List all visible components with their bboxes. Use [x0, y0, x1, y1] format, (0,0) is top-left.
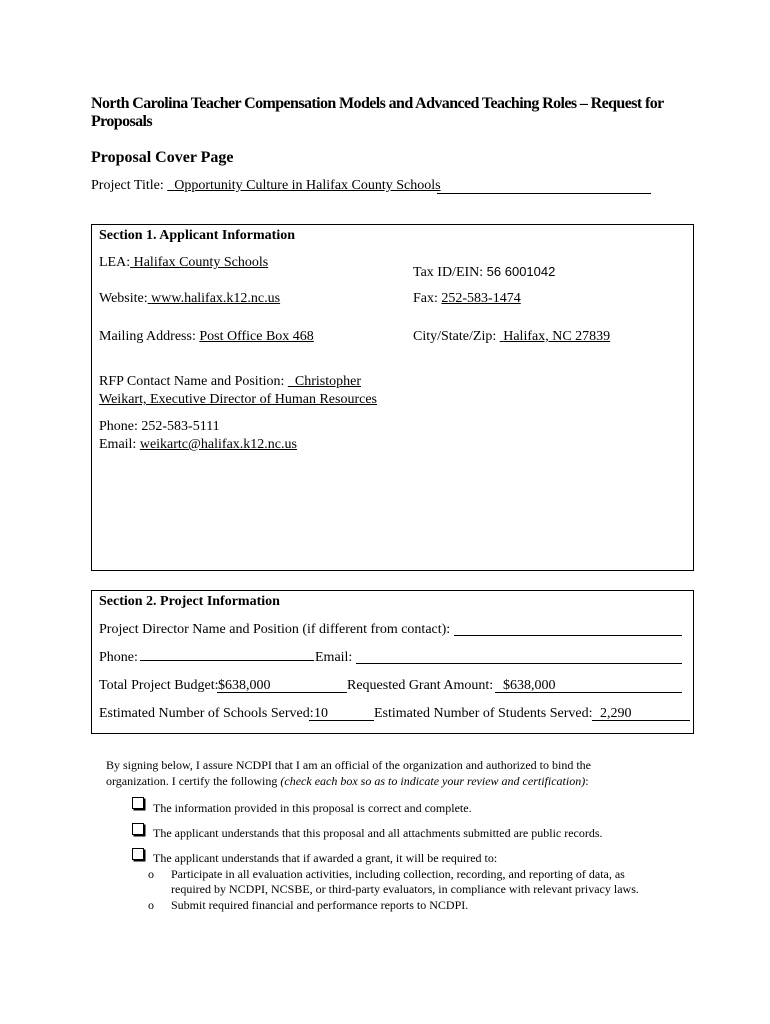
bullet-1: o — [148, 867, 154, 881]
city-field[interactable] — [500, 329, 610, 344]
contact-email-label: Email: — [99, 437, 137, 452]
requested-label: Requested Grant Amount: — [347, 678, 494, 693]
schools-value[interactable]: 10 — [314, 706, 328, 721]
director-email-input-line[interactable] — [356, 663, 682, 664]
website-value: www.halifax.k12.nc.us — [151, 291, 281, 306]
certify-grant-requirements-text: The applicant understands that if awarded a grant, it will be required to: — [153, 851, 498, 865]
tax-value: 56 6001042 — [486, 264, 556, 279]
project-title-field[interactable] — [167, 178, 440, 193]
certify-public-records-text: The applicant understands that this proposal and all attachments submitted are public records. — [153, 826, 603, 840]
budget-value[interactable]: $638,000 — [218, 678, 271, 693]
rfp-contact-row — [99, 374, 361, 390]
mailing-value: Post Office Box 468 — [199, 329, 314, 344]
fax-value: 252-583-1474 — [441, 291, 521, 306]
city-row — [413, 329, 610, 345]
rfp-contact-value-line2[interactable]: Weikart, Executive Director of Human Resources — [99, 392, 377, 407]
director-label: Project Director Name and Position (if different from contact): — [99, 622, 451, 637]
director-phone-input-line[interactable] — [140, 660, 314, 661]
fax-field[interactable] — [441, 291, 520, 306]
project-title-label: Project Title: — [91, 178, 164, 193]
requirement-evaluation-line1: Participate in all evaluation activities, including collection, recording, and reporting of data, as — [171, 867, 625, 881]
rfp-contact-field[interactable] — [288, 374, 361, 389]
requirement-evaluation-line2: required by NCDPI, NCSBE, or third-party evaluators, in compliance with relevant privacy laws. — [171, 882, 639, 896]
certification-intro-italic: (check each box so as to indicate your review and certification) — [280, 774, 586, 788]
lea-value: Halifax County Schools — [133, 255, 269, 270]
certification-intro-end: : — [585, 774, 589, 788]
certification-intro-line1: By signing below, I assure NCDPI that I am an official of the organization and authorized to bind the — [106, 758, 591, 772]
contact-phone-value[interactable]: 252-583-5111 — [141, 419, 220, 434]
mailing-field[interactable] — [199, 329, 313, 344]
lea-label: LEA: — [99, 255, 131, 270]
schools-underline — [309, 720, 374, 721]
tax-label: Tax ID/EIN: — [413, 265, 484, 280]
budget-label: Total Project Budget: — [99, 678, 219, 693]
fax-label: Fax: — [413, 291, 438, 306]
section2-heading: Section 2. Project Information — [99, 594, 280, 609]
contact-phone-label: Phone: — [99, 419, 138, 434]
budget-underline — [217, 692, 347, 693]
certify-grant-requirements-checkbox[interactable] — [132, 848, 144, 860]
director-input-line[interactable] — [454, 635, 682, 636]
director-email-label: Email: — [315, 650, 353, 665]
mailing-label: Mailing Address: — [99, 329, 196, 344]
mailing-row — [99, 329, 314, 345]
project-title-underline — [437, 193, 651, 194]
director-phone-label: Phone: — [99, 650, 138, 665]
certification-intro-plain: organization. I certify the following — [106, 774, 281, 788]
requested-underline — [495, 692, 682, 693]
students-underline — [592, 720, 690, 721]
website-label: Website: — [99, 291, 148, 306]
contact-email-row — [99, 437, 297, 453]
city-label: City/State/Zip: — [413, 329, 497, 344]
cover-page-heading: Proposal Cover Page — [91, 149, 234, 166]
requirement-reports: Submit required financial and performance reports to NCDPI. — [171, 898, 469, 912]
project-title-value: Opportunity Culture in Halifax County Schools — [174, 178, 441, 193]
certify-correct-checkbox[interactable] — [132, 797, 144, 809]
contact-phone-row — [99, 419, 220, 435]
students-label: Estimated Number of Students Served: — [374, 706, 593, 721]
certification-intro-line2 — [106, 774, 589, 789]
tax-field[interactable] — [487, 264, 556, 279]
certify-public-records-checkbox[interactable] — [132, 823, 144, 835]
lea-row — [99, 255, 268, 271]
contact-email-value[interactable]: weikartc@halifax.k12.nc.us — [139, 437, 297, 452]
tax-row — [413, 264, 555, 281]
project-title-row — [91, 178, 441, 194]
document-title: North Carolina Teacher Compensation Models and Advanced Teaching Roles – Request for Proposals — [91, 95, 664, 130]
certify-correct-text: The information provided in this proposal is correct and complete. — [153, 801, 472, 815]
students-value[interactable]: 2,290 — [600, 706, 632, 721]
schools-label: Estimated Number of Schools Served: — [99, 706, 314, 721]
website-row — [99, 291, 280, 307]
section1-heading: Section 1. Applicant Information — [99, 228, 296, 243]
lea-field[interactable] — [130, 255, 268, 270]
website-field[interactable] — [148, 291, 280, 306]
city-value: Halifax, NC 27839 — [503, 329, 611, 344]
rfp-contact-value: Christopher — [294, 374, 361, 389]
rfp-contact-label: RFP Contact Name and Position: — [99, 374, 285, 389]
fax-row — [413, 291, 521, 307]
requested-value[interactable]: $638,000 — [503, 678, 556, 693]
bullet-2: o — [148, 898, 154, 912]
